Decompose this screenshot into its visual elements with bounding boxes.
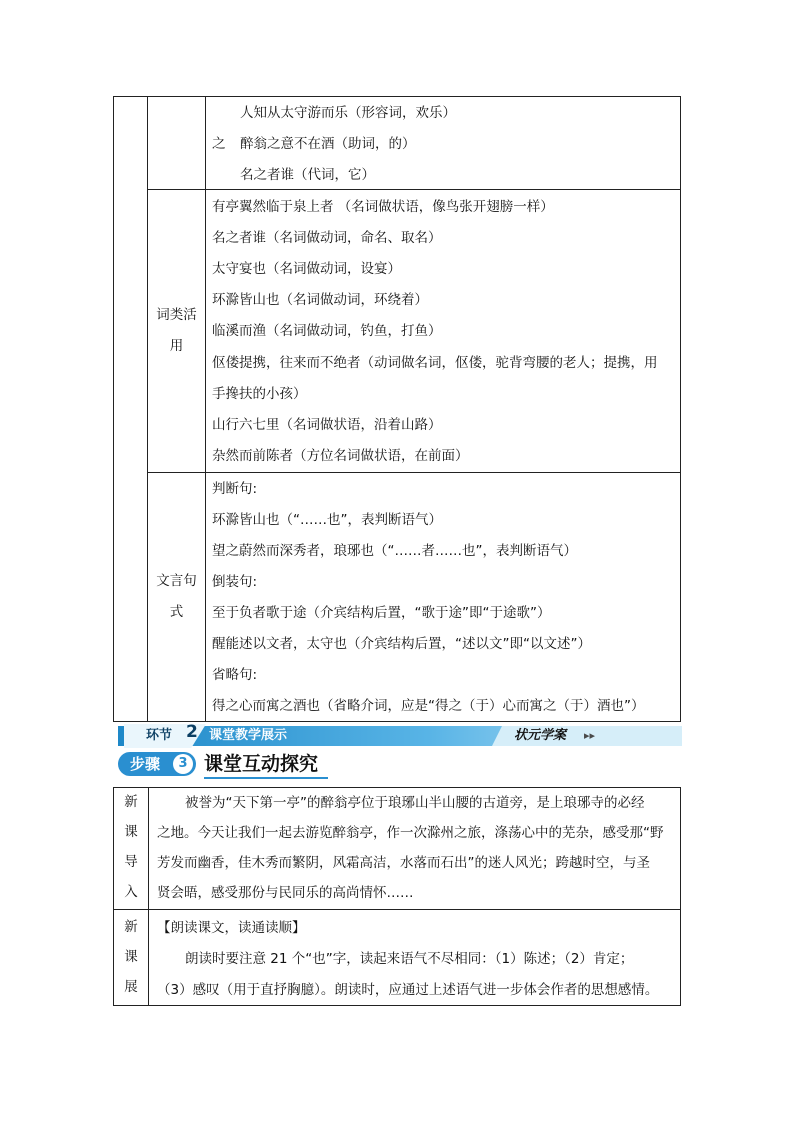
- table-row-divider: [147, 189, 681, 190]
- zhi-marker: 之: [212, 136, 226, 152]
- cilei-line: 杂然而前陈者（方位名词做状语，在前面）: [212, 448, 469, 464]
- row-label-xinkedaoru: 新 课 导 入: [124, 794, 138, 900]
- intro-line: 被誉为“天下第一亭”的醉翁亭位于琅琊山半山腰的古道旁，是上琅琊寺的必经: [185, 795, 645, 811]
- table-border-bottom: [113, 721, 681, 722]
- zhi-usage-1: 人知从太守游而乐（形容词，欢乐）: [240, 105, 456, 121]
- zhi-usage-3: 名之者谁（代词，它）: [240, 167, 375, 183]
- banner-title: 课堂教学展示: [209, 728, 288, 743]
- table-border-top: [113, 787, 681, 788]
- table-row-divider: [147, 472, 681, 473]
- step-title-underline: [204, 777, 328, 779]
- jushi-line: 环滁皆山也（“……也”，表判断语气）: [212, 512, 442, 528]
- reading-heading: 【朗读课文，读通读顺】: [157, 920, 306, 936]
- jushi-line: 判断句:: [212, 481, 258, 497]
- zhi-usage-2: 醉翁之意不在酒（助词，的）: [240, 136, 416, 152]
- banner-arrow-icon: ▸▸: [584, 729, 596, 742]
- intro-line: 之地。今天让我们一起去游览醉翁亭，作一次滁州之旅，涤荡心中的芜杂，感受那“野: [157, 825, 664, 841]
- jushi-line: 省略句:: [212, 667, 258, 683]
- table-border-left: [113, 96, 114, 722]
- row-label-xinkezhan: 新 课 展: [124, 919, 138, 995]
- cilei-line: 有亭翼然临于泉上者 （名词做状语，像鸟张开翅膀一样）: [212, 199, 554, 215]
- reading-line: 朗读时要注意 21 个“也”字，读起来语气不尽相同：（1）陈述；（2）肯定；: [185, 951, 634, 967]
- intro-line: 芳发而幽香，佳木秀而繁阴，风霜高洁，水落而石出”的迷人风光；跨越时空，与圣: [157, 855, 650, 871]
- row-label-jushi: 文言句 式: [156, 573, 197, 620]
- jushi-line: 得之心而寓之酒也（省略介词，应是“得之（于）心而寓之（于）酒也”）: [212, 698, 645, 714]
- table-border-bottom: [113, 1005, 681, 1006]
- cilei-line: 名之者谁（名词做动词，命名、取名）: [212, 230, 442, 246]
- banner-huanjie: 环节: [146, 728, 173, 743]
- table-border-right: [680, 787, 681, 1006]
- banner-brand: 状元学案: [514, 728, 567, 743]
- cilei-line: 环滁皆山也（名词做动词，环绕着）: [212, 292, 428, 308]
- jushi-line: 望之蔚然而深秀者，琅琊也（“……者……也”，表判断语气）: [212, 543, 577, 559]
- table-border-top: [113, 96, 681, 97]
- table-row-divider: [113, 909, 681, 910]
- banner-number: 2: [186, 722, 198, 742]
- cilei-line: 伛偻提携，往来而不绝者（动词做名词，伛偻，驼背弯腰的老人；提携，用: [212, 355, 658, 371]
- step-pill: 步骤: [118, 752, 196, 776]
- jushi-line: 倒装句:: [212, 574, 258, 590]
- cilei-line: 临溪而渔（名词做动词，钓鱼，打鱼）: [212, 323, 442, 339]
- reading-line: （3）感叹（用于直抒胸臆）。朗读时，应通过上述语气进一步体会作者的思想感情。: [157, 982, 659, 998]
- cilei-line: 太守宴也（名词做动词，设宴）: [212, 261, 401, 277]
- intro-line: 贤会晤，感受那份与民同乐的高尚情怀……: [157, 885, 414, 901]
- jushi-line: 醒能述以文者，太守也（介宾结构后置，“述以文”即“以文述”）: [212, 636, 591, 652]
- cilei-line: 山行六七里（名词做状语，沿着山路）: [212, 417, 442, 433]
- cilei-line: 手搀扶的小孩）: [212, 386, 307, 402]
- step-number-badge: 3: [173, 754, 193, 774]
- step-title: 课堂互动探究: [204, 753, 319, 775]
- row-label-cilei: 词类活 用: [156, 307, 197, 354]
- table-column-divider: [148, 787, 149, 1006]
- jushi-line: 至于负者歌于途（介宾结构后置，“歌于途”即“于途歌”）: [212, 605, 551, 621]
